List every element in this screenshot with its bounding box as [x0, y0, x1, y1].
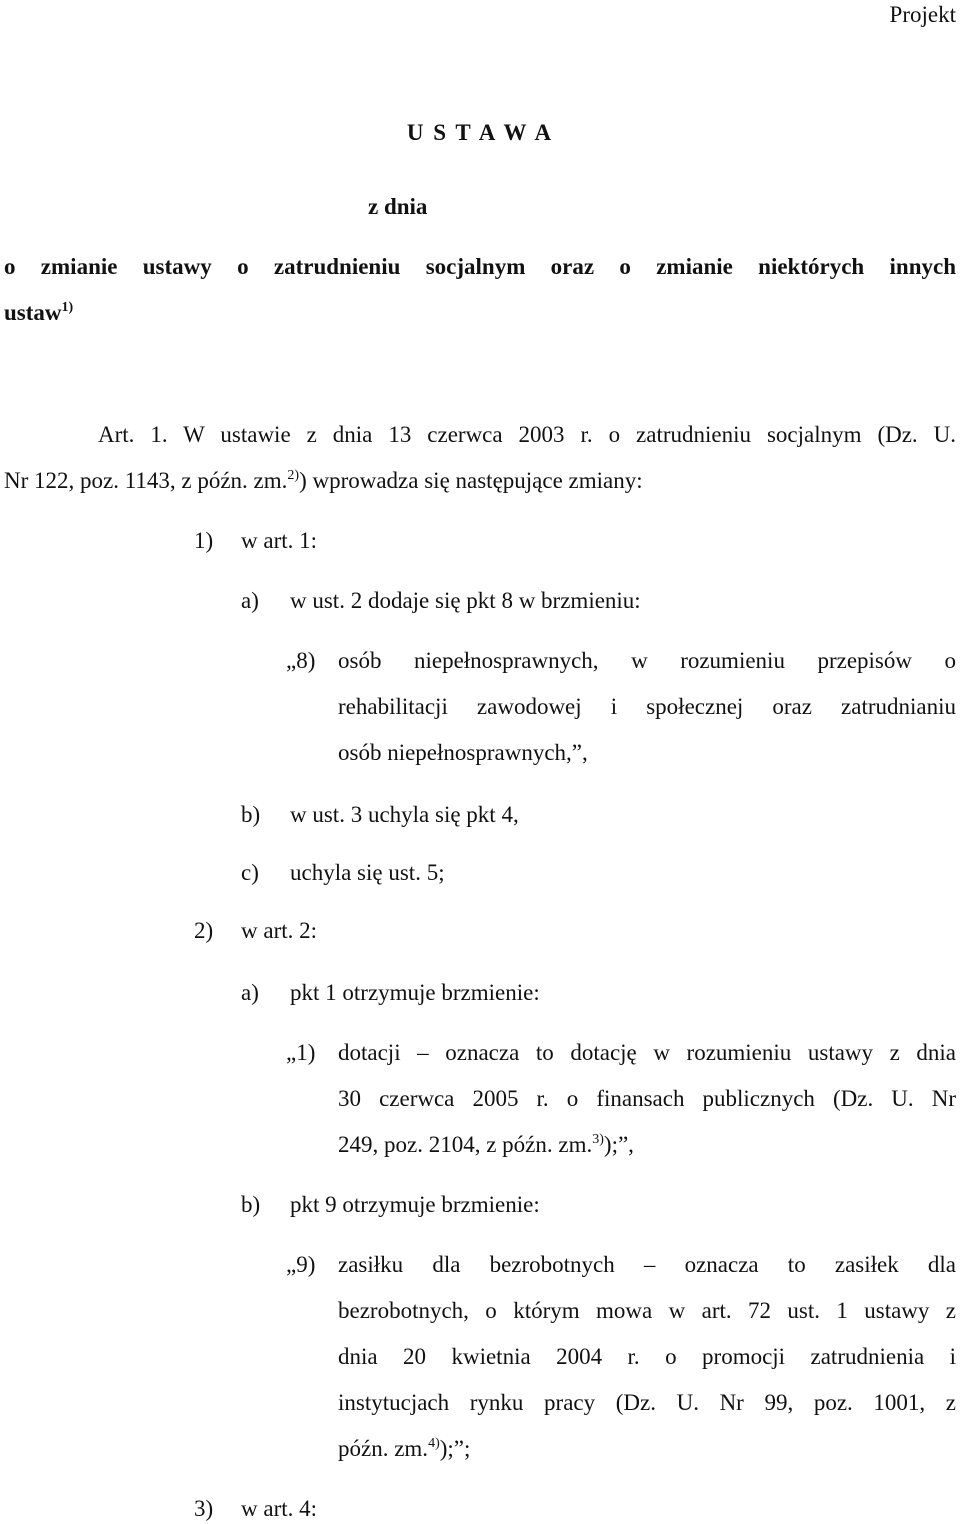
article-1-line-1: Art. 1. W ustawie z dnia 13 czerwca 2003 r. o zatrudnieniu socjalnym (Dz. U.: [98, 422, 956, 447]
item-3-number: 3): [194, 1496, 214, 1521]
footnote-ref-2: 2): [287, 468, 300, 483]
item-2-number: 2): [194, 918, 214, 943]
document-title: U S T A W A: [406, 120, 554, 145]
item-1b-letter: b): [241, 802, 261, 827]
item-2-text: w art. 2:: [241, 918, 318, 943]
item-1a-quote-line-2: rehabilitacji zawodowej i społecznej oraz zatrudnianiu: [338, 694, 956, 719]
item-1-number: 1): [194, 528, 214, 553]
item-2b-quote-number: „9): [286, 1252, 316, 1277]
item-2a-quote-line-3: [338, 1132, 634, 1158]
article-1-line-2: [4, 468, 643, 494]
item-2a-quote-end: );”,: [603, 1132, 634, 1157]
article-1-citation: Nr 122, poz. 1143, z późn. zm.: [4, 468, 288, 493]
item-2b-text: pkt 9 otrzymuje brzmienie:: [290, 1192, 540, 1217]
item-2b-quote-citation: późn. zm.: [338, 1436, 429, 1461]
item-1a-letter: a): [241, 588, 259, 613]
item-1-text: w art. 1:: [241, 528, 318, 553]
item-1a-quote-line-3: osób niepełnosprawnych,”,: [338, 740, 588, 765]
item-2b-quote-line-3: dnia 20 kwietnia 2004 r. o promocji zatrudnienia i: [338, 1344, 956, 1369]
footnote-ref-3: 3): [592, 1132, 604, 1147]
item-2b-quote-end: );”;: [439, 1436, 471, 1461]
item-1c-text: uchyla się ust. 5;: [290, 860, 445, 885]
article-1-intro: ) wprowadza się następujące zmiany:: [299, 468, 643, 493]
item-1c-letter: c): [241, 860, 259, 885]
act-subject-line-2: [4, 300, 73, 326]
item-2a-quote-citation: 249, poz. 2104, z późn. zm.: [338, 1132, 593, 1157]
projekt-label: Projekt: [889, 2, 956, 27]
item-3-text: w art. 4:: [241, 1496, 318, 1521]
item-2b-quote-line-4: instytucjach rynku pracy (Dz. U. Nr 99, poz. 1001, z: [338, 1390, 956, 1415]
act-subject-line-1: o zmianie ustawy o zatrudnieniu socjalnym oraz o zmianie niektórych innych: [4, 254, 956, 279]
item-2b-letter: b): [241, 1192, 261, 1217]
item-2a-quote-line-2: 30 czerwca 2005 r. o finansach publicznych (Dz. U. Nr: [338, 1086, 956, 1111]
item-2a-quote-line-1: dotacji – oznacza to dotację w rozumieniu ustawy z dnia: [338, 1040, 956, 1065]
item-1a-quote-number: „8): [286, 648, 316, 673]
item-2a-letter: a): [241, 980, 259, 1005]
item-1b-text: w ust. 3 uchyla się pkt 4,: [290, 802, 519, 827]
item-1a-quote-line-1: osób niepełnosprawnych, w rozumieniu przepisów o: [338, 648, 956, 673]
item-2b-quote-line-1: zasiłku dla bezrobotnych – oznacza to zasiłek dla: [338, 1252, 956, 1277]
act-subject-text: ustaw: [4, 300, 62, 325]
item-2b-quote-line-2: bezrobotnych, o którym mowa w art. 72 ust. 1 ustawy z: [338, 1298, 956, 1323]
item-2a-text: pkt 1 otrzymuje brzmienie:: [290, 980, 540, 1005]
document-date-label: z dnia: [368, 194, 428, 219]
footnote-ref-4: 4): [428, 1436, 440, 1451]
item-2b-quote-line-5: [338, 1436, 470, 1462]
item-1a-text: w ust. 2 dodaje się pkt 8 w brzmieniu:: [290, 588, 641, 613]
item-2a-quote-number: „1): [286, 1040, 316, 1065]
footnote-ref-1: 1): [61, 300, 74, 315]
